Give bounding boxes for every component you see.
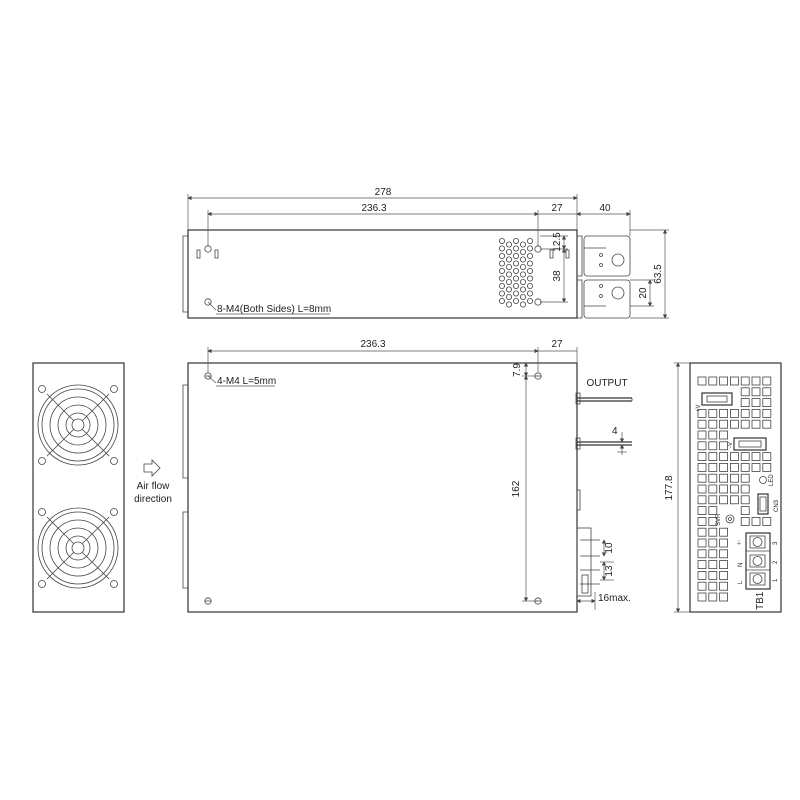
dim-38: 38 [552,270,563,282]
vent-hole [499,261,504,266]
vent-slot [752,377,760,385]
vent-slot [763,463,771,471]
vent-slot [752,453,760,461]
vent-slot [709,593,717,601]
plus-v-label: +V [696,404,702,412]
vent-slot [709,582,717,590]
tb1-label: TB1 [755,591,766,610]
cn3-label: CN3 [774,499,780,512]
vent-hole [513,291,518,296]
vent-slot [763,377,771,385]
vent-slot [730,409,738,417]
vent-slot [741,420,749,428]
vent-hole [513,283,518,288]
vent-slot [698,593,706,601]
vent-slot [720,463,728,471]
fan-icon [38,508,118,588]
vent-slot [741,485,749,493]
vent-slot [720,453,728,461]
vent-hole [520,264,525,269]
vent-slot [698,485,706,493]
tb1-terminal-block [746,533,770,589]
vent-slot [741,517,749,525]
vent-slot [709,377,717,385]
top-view [183,187,669,318]
vent-slot [741,399,749,407]
vent-hole [499,238,504,243]
vent-hole [520,302,525,307]
vent-hole [506,294,511,299]
plus-v-terminal [702,393,732,405]
end-view [664,363,781,612]
vent-hole [513,268,518,273]
tb1-n-label: N [738,562,744,567]
vent-hole [513,246,518,251]
vent-slot [752,420,760,428]
dim-13: 13 [604,565,615,577]
vent-hole [527,276,532,281]
airflow-arrow-icon [144,460,160,476]
vent-slot [752,409,760,417]
dim-16max: 16max. [598,593,631,604]
vent-slot [763,453,771,461]
minus-v-label: -V [728,442,734,448]
vent-hole [499,291,504,296]
vent-slot [709,431,717,439]
vent-slot [730,463,738,471]
output-terminal [584,236,630,276]
dim-4: 4 [612,426,618,437]
vent-hole [520,294,525,299]
vent-slot [730,377,738,385]
vent-slot [730,453,738,461]
vent-hole [520,249,525,254]
vent-slot [709,420,717,428]
vent-hole [527,298,532,303]
vent-slot [698,582,706,590]
vent-slot [720,431,728,439]
vent-hole [527,268,532,273]
vent-slot [698,442,706,450]
vent-slot [730,420,738,428]
vent-hole [527,253,532,258]
vent-slot [698,550,706,558]
vent-hole [513,298,518,303]
vent-slot [752,399,760,407]
tb1-fg-label: ⏚ [735,541,743,547]
vent-slot [709,539,717,547]
vent-slot [709,485,717,493]
dim-27: 27 [551,203,563,214]
screw-hole [205,246,211,252]
vent-hole [527,246,532,251]
vent-slot [741,388,749,396]
vent-slot [763,399,771,407]
vent-hole [513,276,518,281]
vent-slot [763,517,771,525]
vent-hole [527,283,532,288]
screw-note-top: 8-M4(Both Sides) L=8mm [217,304,332,315]
vent-slot [698,431,706,439]
tb1-l-label: L [738,580,744,584]
vent-hole [499,246,504,251]
vent-slot [720,550,728,558]
vent-hole [520,242,525,247]
vent-hole [520,279,525,284]
dim-63-5: 63.5 [653,264,664,284]
vent-slot [709,409,717,417]
vent-hole [506,272,511,277]
vent-hole [520,257,525,262]
dim-236-3: 236.3 [361,203,387,214]
vent-slot [698,507,706,515]
svr-label: SVR [716,513,722,526]
vent-slot [698,463,706,471]
vent-hole [506,264,511,269]
vent-slot [730,496,738,504]
vent-slot [720,571,728,579]
vent-hole [520,272,525,277]
output-terminal [584,280,630,318]
vent-hole [506,287,511,292]
dim-27-front: 27 [551,339,563,350]
vent-slot [763,420,771,428]
vent-slot [752,463,760,471]
vent-slot [741,496,749,504]
vent-slot [741,507,749,515]
dim-40: 40 [599,203,611,214]
dim-10: 10 [604,542,615,554]
vent-slot [720,409,728,417]
tb1-pin-3: 3 [773,541,779,545]
vent-holes [499,238,532,307]
vent-slot [720,420,728,428]
vent-slot [720,496,728,504]
vent-slot [730,485,738,493]
dim-236-3-front: 236.3 [360,339,386,350]
vent-slot [741,474,749,482]
vent-hole [506,279,511,284]
vent-slot [720,485,728,493]
vent-slot [752,517,760,525]
dim-278: 278 [374,187,392,198]
vent-slot [730,474,738,482]
vent-slot [698,517,706,525]
led-label: LED [769,474,775,486]
vent-slot [698,377,706,385]
airflow-label-1: Air flow [136,481,170,492]
tb1-pin-2: 2 [773,560,779,564]
vent-slot [709,442,717,450]
vent-hole [499,268,504,273]
vent-slot [698,528,706,536]
tb1-pin-1: 1 [773,578,779,582]
vent-slot [709,453,717,461]
vent-hole [506,249,511,254]
vent-hole [499,283,504,288]
vent-slot [720,442,728,450]
vent-slot [709,496,717,504]
vent-hole [527,291,532,296]
vent-slot [709,528,717,536]
airflow-label-2: direction [134,494,172,505]
vent-slot [741,409,749,417]
screw-note-front: 4-M4 L=5mm [217,376,277,387]
vent-slot [698,453,706,461]
vent-slot [709,561,717,569]
svr-icon [726,515,734,523]
vent-slot [709,571,717,579]
vent-slot [709,550,717,558]
vent-slot [720,474,728,482]
dim-162: 162 [511,480,522,498]
vent-slot [720,582,728,590]
vent-slot [720,561,728,569]
screw-hole [205,598,211,604]
vent-hole [520,287,525,292]
vent-slot [720,593,728,601]
end-panel [690,363,781,612]
vent-slot [698,539,706,547]
dim-12-5: 12.5 [552,232,563,252]
vent-hole [499,253,504,258]
vent-slot [709,474,717,482]
vent-hole [506,257,511,262]
front-view [183,339,632,612]
vent-slot [720,539,728,547]
vent-slot [752,388,760,396]
dim-177-8: 177.8 [664,475,675,501]
fan-view [33,363,172,612]
vent-slot [741,453,749,461]
vent-slot [720,528,728,536]
output-label: OUTPUT [586,378,628,389]
vent-hole [499,298,504,303]
vent-slot [698,420,706,428]
vent-slot [709,463,717,471]
dim-7-9: 7.9 [512,363,523,377]
vent-hole [499,276,504,281]
vent-hole [527,261,532,266]
vent-hole [527,238,532,243]
vent-slot [698,474,706,482]
vent-slot [698,496,706,504]
vent-hole [513,253,518,258]
output-terminal [577,236,582,276]
vent-slot [698,571,706,579]
vent-hole [506,302,511,307]
vent-slot [720,377,728,385]
vent-hole [506,242,511,247]
vent-slot [741,463,749,471]
vent-slot [763,409,771,417]
dim-20: 20 [638,287,649,299]
vent-grid [698,377,771,601]
fan-icon [38,385,118,465]
vent-slot [709,507,717,515]
vent-slot [741,377,749,385]
vent-slot [763,388,771,396]
vent-hole [513,261,518,266]
vent-hole [513,238,518,243]
vent-slot [698,561,706,569]
led-icon [760,477,767,484]
